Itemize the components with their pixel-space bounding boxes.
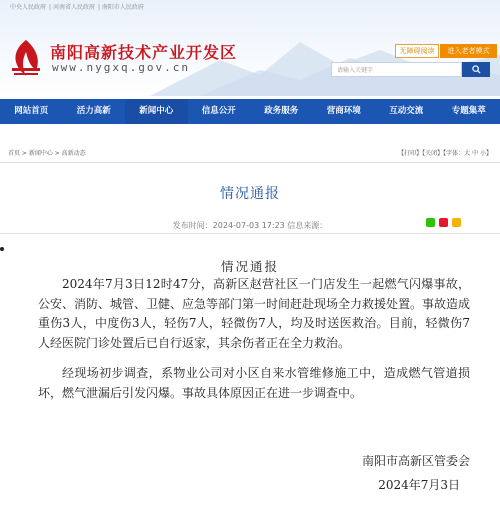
site-header	[0, 0, 500, 96]
top-link[interactable]: 南阳市人民政府	[101, 4, 144, 11]
search-input[interactable]: 请输入关键字	[331, 62, 462, 77]
nav-item-topics[interactable]: 专题集萃	[451, 106, 486, 116]
nav-item-news[interactable]: 新闻中心	[125, 99, 188, 124]
top-link[interactable]: 中央人民政府	[10, 4, 47, 11]
weibo-share-icon[interactable]	[439, 218, 448, 227]
signature-date: 2024年7月3日	[378, 478, 460, 492]
breadcrumb[interactable]: 首页 > 新闻中心 > 高新动态	[8, 150, 86, 157]
site-title: 南阳高新技术产业开发区	[50, 43, 238, 62]
qzone-share-icon[interactable]	[452, 218, 461, 227]
nav-item-business[interactable]: 营商环境	[326, 106, 361, 116]
search-icon	[472, 65, 481, 74]
divider	[0, 233, 500, 234]
article-heading: 情况通报	[220, 259, 279, 274]
article-meta: 发布时间：2024-07-03 17:23 信息来源：	[172, 221, 328, 230]
breadcrumb-bar	[0, 146, 500, 163]
nav-item-disclosure[interactable]: 信息公开	[201, 106, 236, 116]
signature-org: 南阳市高新区管委会	[361, 454, 470, 468]
share-icons	[426, 218, 461, 227]
top-link[interactable]: 河南省人民政府	[52, 4, 95, 11]
barrier-free-button[interactable]: 无障碍阅读	[395, 44, 439, 58]
site-url: www.nygxq.gov.cn	[52, 61, 190, 74]
nav-item-vitality[interactable]: 活力高新	[76, 106, 111, 116]
page-title: 情况通报	[220, 186, 280, 202]
top-links: 中央人民政府 | 河南省人民政府 | 南阳市人民政府	[10, 4, 144, 11]
nav-item-interaction[interactable]: 互动交流	[389, 106, 424, 116]
nav-item-home[interactable]: 网站首页	[14, 106, 49, 116]
logo-icon	[8, 38, 44, 78]
nav-item-services[interactable]: 政务服务	[264, 106, 299, 116]
main-nav	[0, 99, 500, 124]
elder-mode-button[interactable]: 进入老者模式	[440, 44, 497, 58]
wechat-share-icon[interactable]	[426, 218, 435, 227]
article-paragraph: 2024年7月3日12时47分，高新区赵营社区一门店发生一起燃气闪爆事故，公安、消防、城管、卫健、应急等部门第一时间赶赴现场全力救援处置。事故造成重伤3人，中度伤3人，轻伤7人，轻微伤7人，均及时送医救治。目前，轻微伤7人经医院门诊处置后已自行返家，其余伤者正在全力救治。	[38, 277, 471, 350]
bullet-dot	[0, 247, 4, 251]
page-tools[interactable]: 【打印】【关闭】【字体：大 中 小】	[398, 150, 492, 157]
article-paragraph: 经现场初步调查，系物业公司对小区自来水管维修施工中，造成燃气管道损坏，燃气泄漏后引发闪爆。事故具体原因正在进一步调查中。	[38, 366, 470, 400]
search-button[interactable]	[462, 62, 490, 77]
